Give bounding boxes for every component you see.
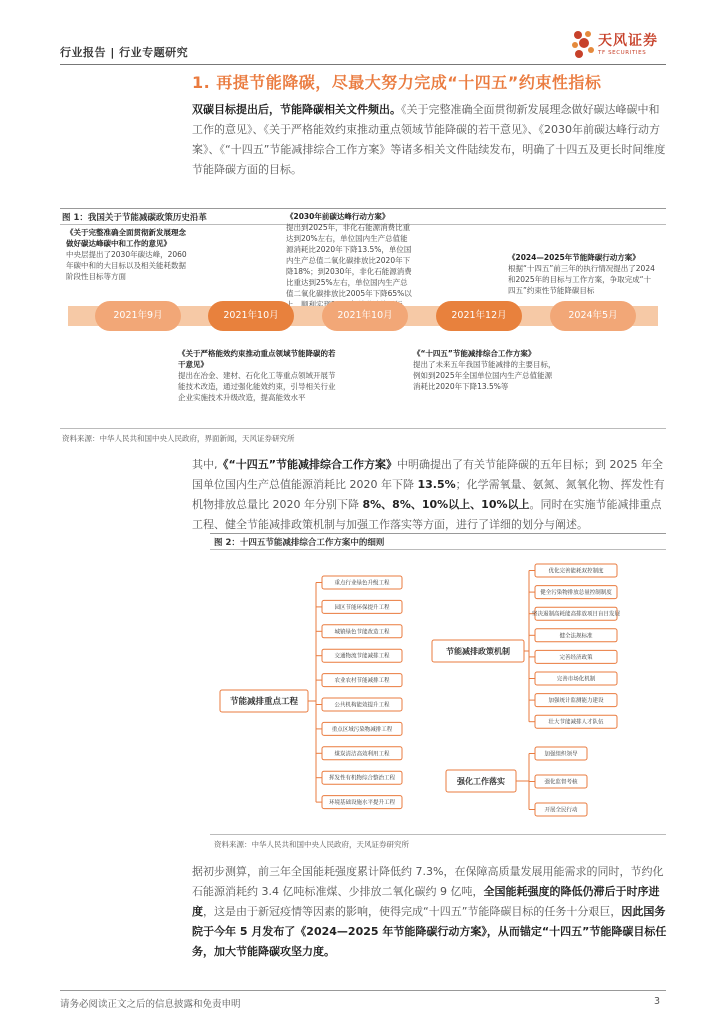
goals-paragraph bbox=[192, 455, 670, 535]
mindmap-root-engineering-label: 节能减排重点工程 bbox=[229, 697, 299, 708]
policy-item-2-label: 健全污染物排放总量控制制度 bbox=[540, 590, 612, 597]
event-text: 中央层提出了2030年碳达峰，2060年碳中和的大目标以及相关能耗数据阶段性目标等方面 bbox=[66, 250, 187, 281]
timeline-pill-5: 2024年5月 bbox=[550, 301, 636, 331]
event-title: 《关于完整准确全面贯彻新发展理念做好碳达峰碳中和工作的意见》 bbox=[66, 228, 186, 248]
logo-cn-text: 天风证券 bbox=[598, 33, 658, 49]
implementation-item-2-label: 强化监督考核 bbox=[544, 779, 578, 786]
event-title: 《“十四五”节能减排综合工作方案》 bbox=[413, 349, 536, 358]
timeline-pill-1: 2021年9月 bbox=[95, 301, 181, 331]
engineering-item-8-label: 煤炭清洁高效利用工程 bbox=[334, 751, 390, 758]
figure2-title-rule bbox=[210, 549, 666, 550]
p2-bold2: 8%、8%、10%以上、10%以上 bbox=[362, 498, 530, 511]
figure2-source: 资料来源：中华人民共和国中央人民政府，天风证券研究所 bbox=[214, 840, 409, 849]
event-text: 根据“十四五”前三年的执行情况提出了2024和2025年的目标与工作方案，争取完成“十四五”约束性节能降碳目标 bbox=[508, 264, 655, 295]
p2-bold: 《“十四五”节能减排综合工作方案》 bbox=[217, 458, 397, 471]
header-divider bbox=[60, 64, 666, 65]
engineering-item-4-label: 交通物流节能减排工程 bbox=[334, 653, 390, 660]
figure2-top-rule bbox=[210, 533, 666, 534]
figure1-bottom-rule bbox=[60, 428, 666, 429]
event-text: 提出在冶金、建材、石化化工等重点领域开展节能技术改造，通过强化能效约束，引导相关行业企业实施技术升级改造，提高能效水平 bbox=[178, 371, 336, 402]
engineering-item-9-label: 挥发性有机物综合整治工程 bbox=[328, 775, 396, 782]
engineering-item-7-label: 重点区域污染物减排工程 bbox=[331, 726, 393, 733]
policy-item-5-label: 完善经济政策 bbox=[559, 654, 593, 661]
policy-item-4-label: 健全法规标准 bbox=[559, 633, 593, 640]
figure1-top-rule bbox=[60, 208, 666, 209]
p3-text2: ，这是由于新冠疫情等因素的影响，使得完成“十四五”节能降碳目标的任务十分艰巨， bbox=[203, 905, 622, 918]
timeline-pill-4: 2021年12月 bbox=[436, 301, 522, 331]
p2-text2: ；化学需氧量、氨氮、氮氧化物、挥发性有机物排放总量比 2020 年分别下降 bbox=[192, 478, 665, 511]
event-title: 《2030年前碳达峰行动方案》 bbox=[286, 212, 390, 221]
timeline-event-2021-10-b bbox=[286, 211, 412, 310]
engineering-item-1-label: 重点行业绿色升级工程 bbox=[334, 580, 390, 587]
logo-en-text: TF SECURITIES bbox=[598, 50, 647, 56]
timeline-event-2021-10-a bbox=[178, 348, 338, 403]
engineering-item-2-label: 园区节能环保提升工程 bbox=[334, 604, 390, 611]
figure2-bottom-rule bbox=[210, 834, 666, 835]
timeline-event-2021-09 bbox=[66, 227, 192, 282]
engineering-item-10-label: 环境基础设施水平提升工程 bbox=[328, 800, 396, 807]
footer-divider bbox=[60, 990, 666, 991]
timeline-pill-2: 2021年10月 bbox=[208, 301, 294, 331]
event-title: 《2024—2025年节能降碳行动方案》 bbox=[508, 253, 640, 262]
page-number: 3 bbox=[654, 996, 661, 1007]
figure1-title: 图 1：我国关于节能减碳政策历史沿革 bbox=[62, 213, 207, 223]
timeline-pill-3: 2021年10月 bbox=[322, 301, 408, 331]
policy-mindmap bbox=[210, 552, 666, 830]
progress-paragraph bbox=[192, 862, 670, 962]
p2-bold1: 13.5% bbox=[417, 478, 456, 491]
intro-paragraph bbox=[192, 100, 670, 180]
implementation-item-1-label: 加强组织领导 bbox=[544, 751, 578, 758]
engineering-item-3-label: 城镇绿色节能改造工程 bbox=[334, 629, 390, 636]
p2-lead: 其中, bbox=[192, 458, 218, 471]
event-text: 提出到2025年，非化石能源消费比重达到20%左右，单位国内生产总值能源消耗比2020年下降13.5%，单位国内生产总值二氧化碳排放比2020年下降18%；到2030年，非化石能源消费比重达到25%左右，单位国内生产总值二氧化碳排放比2005年下降65%以上，顺利实现2 bbox=[286, 223, 412, 309]
p2-text3: 。同时在实施节能减排重点工程、健全节能减排政策机制与加强工作落实等方面，进行了详细的划分与阐述。 bbox=[192, 498, 662, 531]
policy-item-6-label: 完善市场化机制 bbox=[556, 676, 596, 683]
event-title: 《关于严格能效约束推动重点领域节能降碳的若干意见》 bbox=[178, 349, 336, 369]
p3-text1: 据初步测算，前三年全国能耗强度累计降低约 7.3%，在保障高质量发展用能需求的同时，节约化石能源消耗约 3.4 亿吨标准煤、少排放二氧化碳约 9 亿吨， bbox=[192, 865, 664, 898]
policy-item-1-label: 优化完善能耗双控制度 bbox=[548, 568, 604, 575]
implementation-item-3-label: 开展全民行动 bbox=[544, 807, 578, 814]
p3-bold1: 全国能耗强度的降低仍滞后于时序进度 bbox=[192, 885, 660, 918]
policy-item-3-label: 坚决遏制高耗能高排放项目盲目发展 bbox=[531, 611, 621, 618]
brand-logo bbox=[570, 28, 680, 64]
policy-item-7-label: 加强统计监测能力建设 bbox=[548, 698, 604, 705]
engineering-item-5-label: 农业农村节能减排工程 bbox=[334, 678, 390, 685]
engineering-item-6-label: 公共机构能效提升工程 bbox=[334, 702, 390, 709]
policy-item-8-label: 壮大节能减排人才队伍 bbox=[548, 719, 604, 726]
section-heading: 1. 再提节能降碳，尽最大努力完成“十四五”约束性指标 bbox=[192, 73, 602, 92]
figure2-title: 图 2：十四五节能减排综合工作方案中的细则 bbox=[214, 538, 385, 548]
logo-mark-icon bbox=[570, 28, 596, 62]
mindmap-root-implementation-label: 强化工作落实 bbox=[457, 776, 505, 786]
timeline-event-2024-05 bbox=[508, 252, 658, 296]
p3-bold2: 因此国务院于今年 5 月发布了《2024—2025 年节能降碳行动方案》，从而锚定“十四五”节能降碳目标任务，加大节能降碳攻坚力度。 bbox=[192, 905, 667, 958]
intro-text: 《关于完整准确全面贯彻新发展理念做好碳达峰碳中和工作的意见》、《关于严格能效约束推动重点领域节能降碳的若干意见》、《2030年前碳达峰行动方案》、《“十四五”节能减排综合工作方案》等诸多相关文件陆续发布，明确了十四五及更长时间维度节能降碳方面的目标。 bbox=[192, 103, 666, 176]
intro-bold: 双碳目标提出后，节能降碳相关文件频出。 bbox=[192, 103, 401, 116]
footer-disclaimer: 请务必阅读正文之后的信息披露和免责申明 bbox=[60, 999, 241, 1010]
figure1-source: 资料来源：中华人民共和国中央人民政府，界面新闻，天风证券研究所 bbox=[62, 434, 295, 443]
event-text: 提出了未来五年我国节能减排的主要目标，例如到2025年全国单位国内生产总值能源消耗比2020年下降13.5%等 bbox=[413, 360, 556, 391]
report-category: 行业报告 | 行业专题研究 bbox=[60, 46, 189, 59]
timeline-event-2021-12 bbox=[413, 348, 558, 392]
p2-text1: 中明确提出了有关节能降碳的五年目标；到 2025 年全国单位国内生产总值能源消耗比 2020 年下降 bbox=[192, 458, 663, 491]
mindmap-root-policy-label: 节能减排政策机制 bbox=[446, 646, 510, 656]
